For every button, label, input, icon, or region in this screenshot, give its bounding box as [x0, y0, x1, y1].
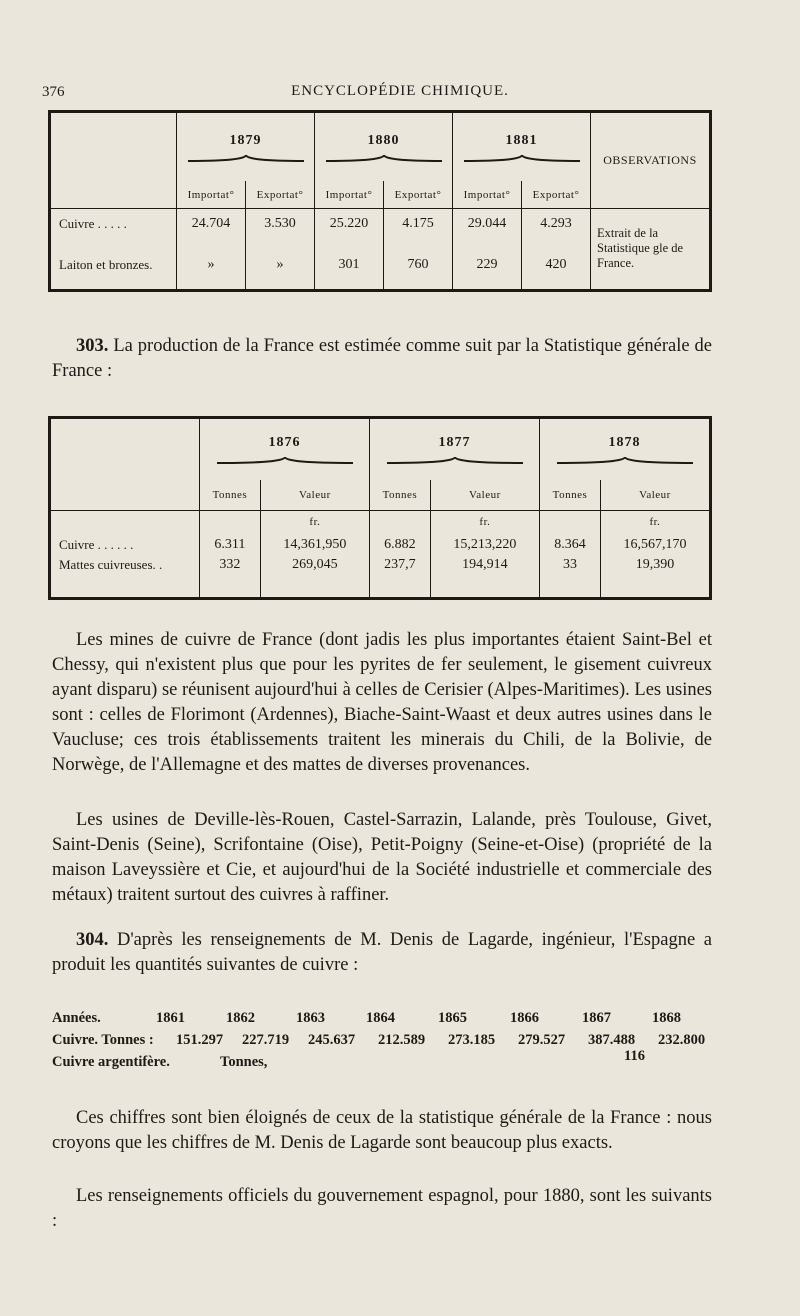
running-title: ENCYCLOPÉDIE CHIMIQUE. — [291, 83, 509, 99]
year-header-1878: 1878 — [540, 419, 709, 480]
brace-icon — [385, 455, 525, 465]
table-cell: 33 — [540, 557, 601, 597]
table-cell: 16,567,170 — [600, 534, 709, 557]
subhead-import: Importat° — [453, 181, 522, 208]
paragraph-renseignements: Les renseignements officiels du gouvernement espagnol, pour 1880, sont les suivants : — [52, 1186, 712, 1231]
table-cell: 420 — [522, 240, 591, 289]
table-cell: 6.311 — [200, 534, 261, 557]
paragraph-mines: Les mines de cuivre de France (dont jadis les plus importantes étaient Saint-Bel et Chessy, qui n'existent plus que pour les pyrites de fer seulement, le gisement cuivreux ayant disparu) se réunisent aujourd'hui à celles de Cerisier (Alpes-Maritimes). Les usines sont : celles de Florimont (Ardennes), Biache-Saint-Waast et deux autres usines dans le Vaucluse; ces trois établissements traitent les minerais du Chili, de la Bolivie, de Norwège, de l'Allemagne et des mattes de diverses provenances. — [52, 630, 712, 775]
section-304 — [52, 928, 712, 978]
table-cell: 25.220 — [315, 208, 384, 240]
subhead-import: Importat° — [315, 181, 384, 208]
section-text: La production de la France est estimée comme suit par la Statistique générale de France : — [52, 336, 712, 381]
table-cell: 14,361,950 — [260, 534, 369, 557]
year-cell: 1861 — [156, 1010, 185, 1026]
year-header-1877: 1877 — [370, 419, 540, 480]
tonnes-cell: 387.488 — [588, 1032, 636, 1048]
subhead-import: Importat° — [177, 181, 246, 208]
year-cell: 1864 — [366, 1010, 395, 1026]
production-table — [51, 419, 709, 597]
year-cell: 1862 — [226, 1010, 255, 1026]
table-cell: 760 — [384, 240, 453, 289]
tonnes-row — [52, 1032, 712, 1054]
paragraph-usines: Les usines de Deville-lès-Rouen, Castel-Sarrazin, Lalande, près Toulouse, Givet, Saint-Denis (Seine), Scrifontaine (Oise), Petit-Poigny (Seine-et-Oise) (propriété de la maison Laveyssière et Cie, et aujourd'hui de la Société industrielle et commerciale des métaux) traitent surtout des cuivres à raffiner. — [52, 810, 712, 905]
table-cell: 229 — [453, 240, 522, 289]
table-cell: 4.293 — [522, 208, 591, 240]
subhead-tonnes: Tonnes — [370, 480, 431, 510]
row-label-cuivre: Cuivre . . . . . — [59, 216, 127, 232]
year-cell: 1866 — [510, 1010, 539, 1026]
year-header-1879: 1879 — [177, 113, 315, 181]
table-cell: 332 — [200, 557, 261, 597]
year-cell: 1868 — [652, 1010, 681, 1026]
tonnes-cell: 212.589 — [378, 1032, 426, 1048]
spain-production-table — [52, 1010, 712, 1076]
subhead-tonnes: Tonnes — [540, 480, 601, 510]
year-header-1881: 1881 — [453, 113, 591, 181]
observations-header: OBSERVATIONS — [591, 113, 710, 208]
currency-label: fr. — [600, 510, 709, 533]
subhead-export: Exportat° — [384, 181, 453, 208]
argentifere-unit: Tonnes, — [220, 1054, 268, 1070]
currency-label: fr. — [430, 510, 539, 533]
subhead-export: Exportat° — [522, 181, 591, 208]
table-cell: » — [246, 240, 315, 289]
observation-note: Extrait de la Statistique gle de France. — [591, 208, 710, 289]
year-header-1876: 1876 — [200, 419, 370, 480]
argentifere-label: Cuivre argentifère. — [52, 1054, 170, 1070]
table-cell: 301 — [315, 240, 384, 289]
brace-icon — [555, 455, 695, 465]
subhead-valeur: Valeur — [430, 480, 539, 510]
row-label-cuivre: Cuivre . . . . . . — [59, 537, 134, 553]
table-cell: 237,7 — [370, 557, 431, 597]
section-text: D'après les renseignements de M. Denis de Lagarde, ingénieur, l'Espagne a produit les quantités suivantes de cuivre : — [52, 930, 712, 975]
year-header-1880: 1880 — [315, 113, 453, 181]
table-cell: 4.175 — [384, 208, 453, 240]
table-cell: 8.364 — [540, 534, 601, 557]
brace-icon — [462, 153, 582, 163]
section-303 — [52, 334, 712, 384]
tonnes-cell: 227.719 — [242, 1032, 290, 1048]
years-label: Années. — [52, 1010, 101, 1026]
table-cell: » — [177, 240, 246, 289]
subhead-export: Exportat° — [246, 181, 315, 208]
tonnes-cell: 273.185 — [448, 1032, 496, 1048]
argentifere-row — [52, 1048, 712, 1076]
subhead-valeur: Valeur — [600, 480, 709, 510]
paragraph-chiffres: Ces chiffres sont bien éloignés de ceux de la statistique générale de la France : nous croyons que les chiffres de M. Denis de Lagarde sont beaucoup plus exacts. — [52, 1108, 712, 1153]
tonnes-cell: 245.637 — [308, 1032, 356, 1048]
tonnes-cell: 279.527 — [518, 1032, 566, 1048]
trade-table — [51, 113, 709, 289]
tonnes-cell: 151.297 — [176, 1032, 224, 1048]
brace-icon — [324, 153, 444, 163]
year-cell: 1865 — [438, 1010, 467, 1026]
tonnes-label: Cuivre. Tonnes : — [52, 1032, 154, 1048]
table-cell: 24.704 — [177, 208, 246, 240]
row-label-mattes: Mattes cuivreuses. . — [59, 557, 163, 573]
table-cell: 3.530 — [246, 208, 315, 240]
subhead-valeur: Valeur — [260, 480, 369, 510]
brace-icon — [186, 153, 306, 163]
section-number: 304. — [76, 930, 109, 950]
argentifere-value: 116 — [624, 1048, 645, 1064]
tonnes-cell: 232.800 — [658, 1032, 706, 1048]
table-cell: 15,213,220 — [430, 534, 539, 557]
year-cell: 1867 — [582, 1010, 611, 1026]
table-cell: 6.882 — [370, 534, 431, 557]
table-cell: 29.044 — [453, 208, 522, 240]
table-cell: 194,914 — [430, 557, 539, 597]
table-cell: 269,045 — [260, 557, 369, 597]
currency-label: fr. — [260, 510, 369, 533]
page-number: 376 — [42, 84, 65, 100]
brace-icon — [215, 455, 355, 465]
subhead-tonnes: Tonnes — [200, 480, 261, 510]
row-label-laiton: Laiton et bronzes. — [59, 256, 153, 272]
table-cell: 19,390 — [600, 557, 709, 597]
years-row — [52, 1010, 712, 1032]
section-number: 303. — [76, 336, 109, 356]
year-cell: 1863 — [296, 1010, 325, 1026]
